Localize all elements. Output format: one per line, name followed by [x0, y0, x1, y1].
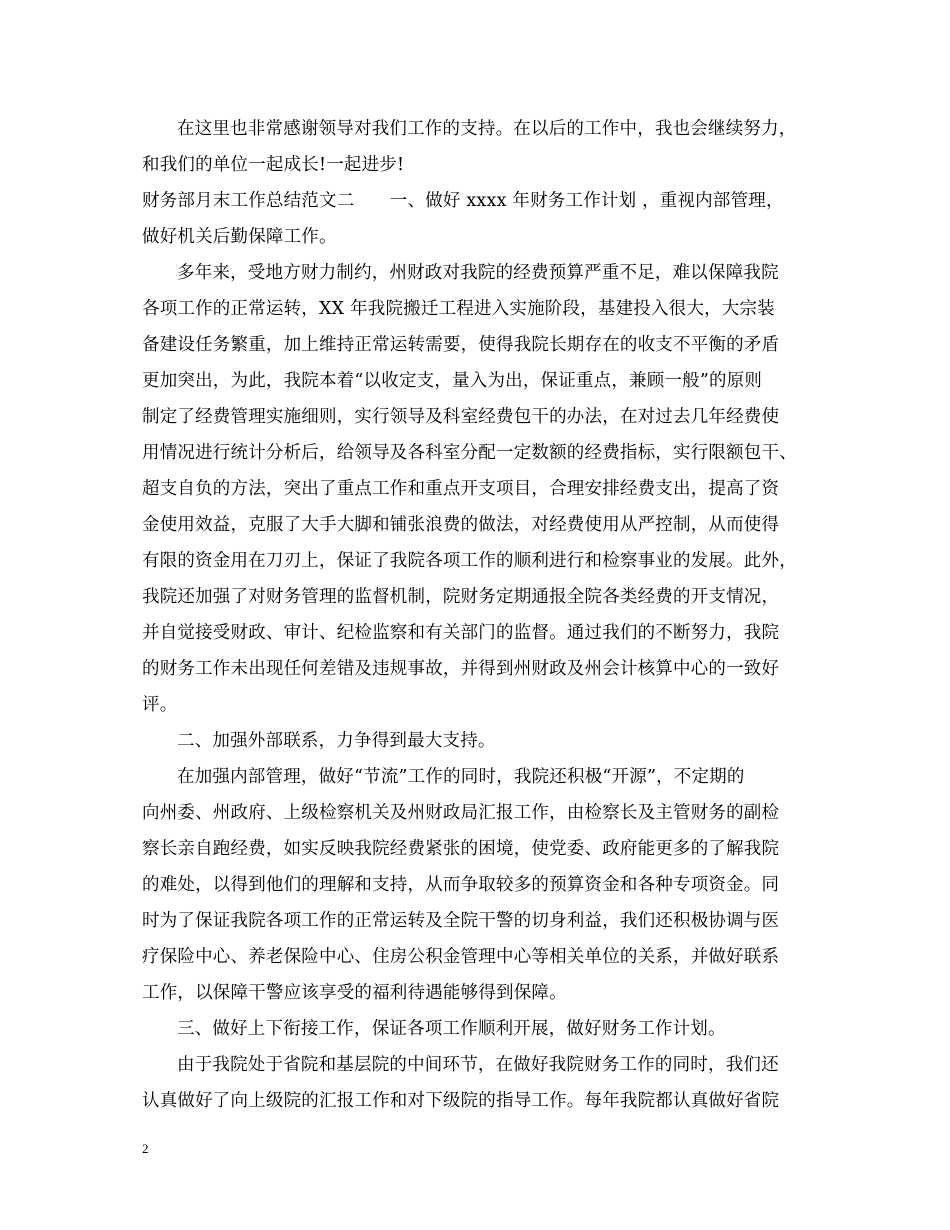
section-heading-line: 财务部月末工作总结范文二 一、做好 xxxx 年财务工作计划 ，重视内部管理，	[142, 191, 784, 211]
text-line: 认真做好了向上级院的汇报工作和对下级院的指导工作。每年我院都认真做好省院	[142, 1091, 780, 1111]
text-line: 超支自负的方法，突出了重点工作和重点开支项目，合理安排经费支出，提高了资	[142, 479, 780, 499]
text-line: 在这里也非常感谢领导对我们工作的支持。在以后的工作中，我也会继续努力，	[177, 119, 797, 139]
text-line: 更加突出，为此，我院本着“以收定支，量入为出，保证重点，兼顾一般”的原则	[142, 371, 763, 391]
text-line: 有限的资金用在刀刃上，保证了我院各项工作的顺利进行和检察事业的发展。此外，	[142, 551, 797, 571]
text-line: 我院还加强了对财务管理的监督机制，院财务定期通报全院各类经费的开支情况，	[142, 587, 780, 607]
text-line: 疗保险中心、养老保险中心、住房公积金管理中心等相关单位的关系，并做好联系	[142, 947, 780, 967]
text-line: 向州委、州政府、上级检察机关及州财政局汇报工作，由检察长及主管财务的副检	[142, 803, 780, 823]
text-line: 做好机关后勤保障工作。	[142, 227, 337, 247]
text-line: 察长亲自跑经费，如实反映我院经费紧张的困境，使党委、政府能更多的了解我院	[142, 839, 780, 859]
text-line: 并自觉接受财政、审计、纪检监察和有关部门的监督。通过我们的不断努力，我院	[142, 623, 780, 643]
section-heading-line: 三、做好上下衔接工作，保证各项工作顺利开展，做好财务工作计划。	[177, 1019, 726, 1039]
text-line: 由于我院处于省院和基层院的中间环节，在做好我院财务工作的同时，我们还	[177, 1055, 779, 1075]
text-line: 各项工作的正常运转，XX 年我院搬迁工程进入实施阶段，基建投入很大，大宗装	[142, 299, 775, 319]
text-line: 在加强内部管理，做好“节流”工作的同时，我院还积极“开源”，不定期的	[177, 767, 745, 787]
text-line: 的财务工作未出现任何差错及违规事故，并得到州财政及州会计核算中心的一致好	[142, 659, 780, 679]
text-line: 评。	[142, 695, 178, 715]
text-line: 和我们的单位一起成长!一起进步!	[142, 155, 405, 175]
text-line: 金使用效益，克服了大手大脚和铺张浪费的做法，对经费使用从严控制，从而使得	[142, 515, 780, 535]
text-line: 的难处，以得到他们的理解和支持，从而争取较多的预算资金和各种专项资金。同	[142, 875, 780, 895]
text-line: 备建设任务繁重，加上维持正常运转需要，使得我院长期存在的收支不平衡的矛盾	[142, 335, 780, 355]
text-line: 时为了保证我院各项工作的正常运转及全院干警的切身利益，我们还积极协调与医	[142, 911, 780, 931]
page-number: 2	[142, 1141, 149, 1156]
section-heading-line: 二、加强外部联系，力争得到最大支持。	[177, 731, 496, 751]
text-line: 制定了经费管理实施细则，实行领导及科室经费包干的办法，在对过去几年经费使	[142, 407, 780, 427]
text-line: 多年来，受地方财力制约，州财政对我院的经费预算严重不足，难以保障我院	[177, 263, 779, 283]
text-line: 工作，以保障干警应该享受的福利待遇能够得到保障。	[142, 983, 567, 1003]
text-line: 用情况进行统计分析后，给领导及各科室分配一定数额的经费指标，实行限额包干、	[142, 443, 797, 463]
